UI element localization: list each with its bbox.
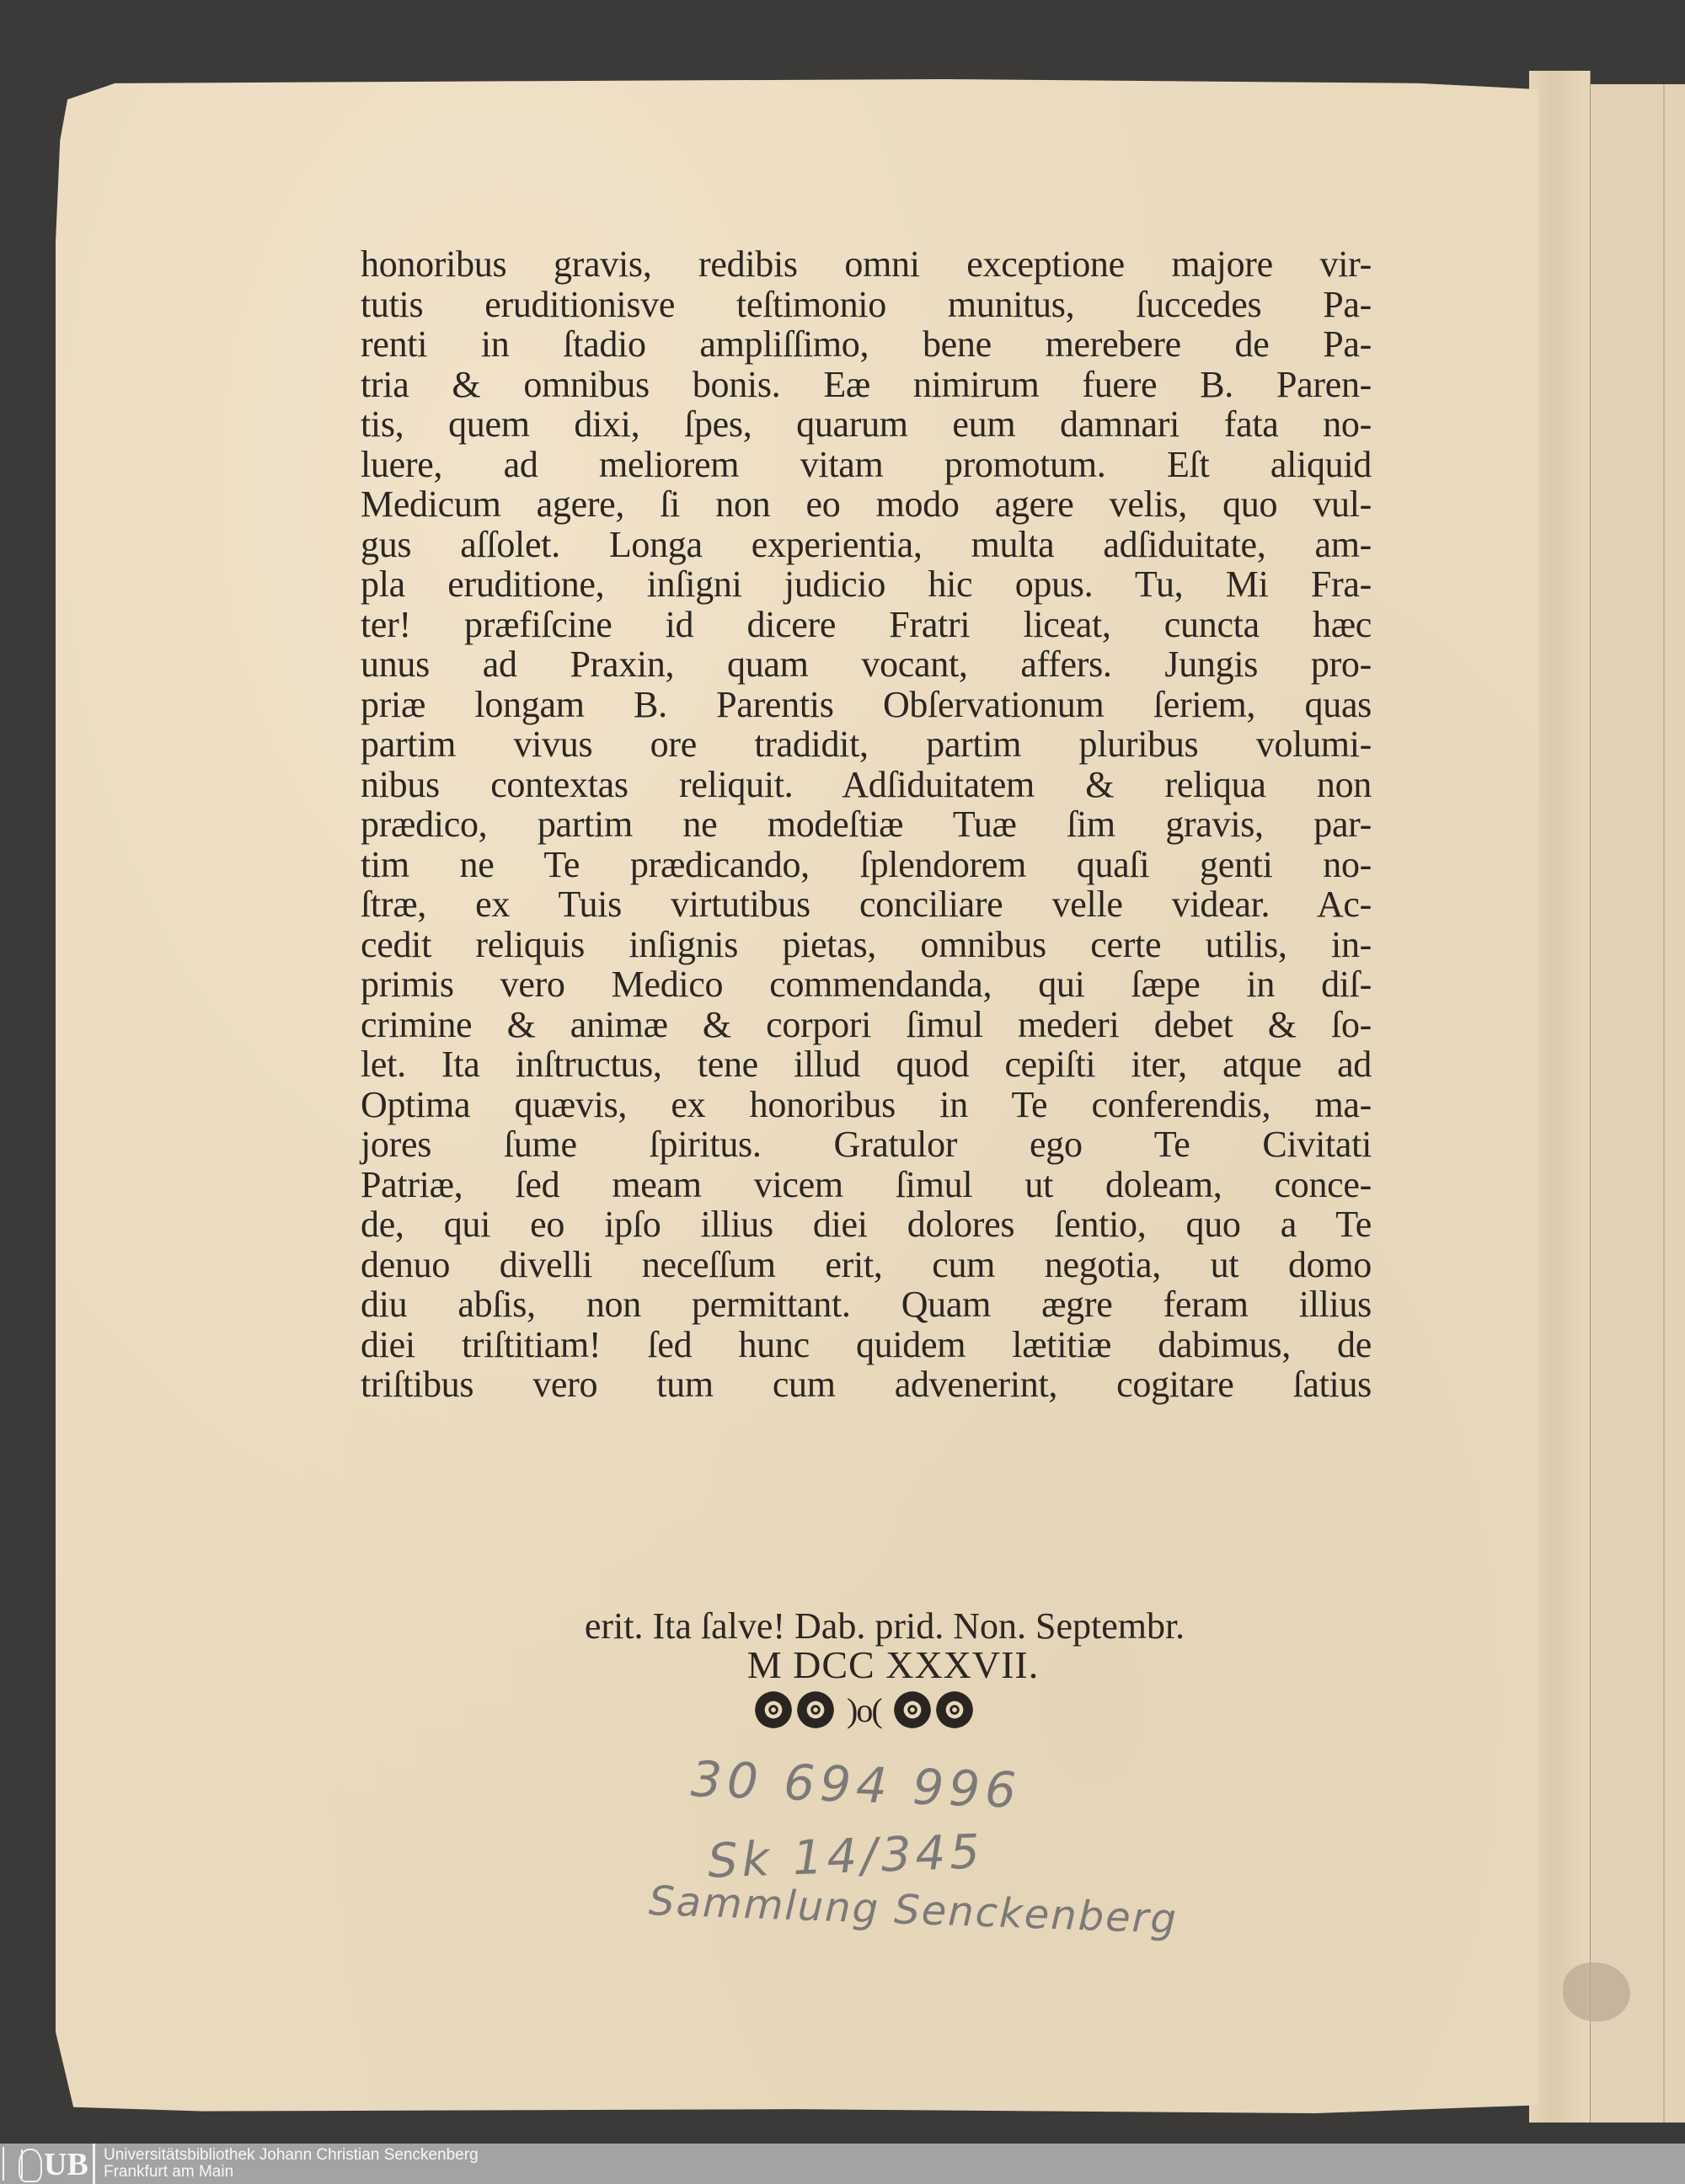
water-stain <box>1563 1962 1630 2021</box>
flower-ornament-icon <box>935 1690 974 1729</box>
ornament-center: )o( <box>847 1690 881 1729</box>
text-line: ſtræ, ex Tuis virtutibus conciliare velle videar. Ac- <box>361 884 1372 925</box>
text-line: crimine & animæ & corpori ſimul mederi debet & ſo- <box>361 1003 1372 1045</box>
text-line: Patriæ, ſed meam vicem ſimul ut doleam, conce- <box>361 1163 1372 1205</box>
year-line: M DCC XXXVII. <box>746 1643 1040 1686</box>
text-line: triſtibus vero tum cum advenerint, cogitare ſatius <box>361 1364 1372 1405</box>
text-line: cedit reliquis inſignis pietas, omnibus certe utilis, in- <box>361 923 1372 965</box>
shelf-number-annotation: 30 694 996 <box>689 1750 1023 1819</box>
fold-line <box>1663 84 1665 2123</box>
text-line: honoribus gravis, redibis omni exceptione majore vir- <box>361 243 1372 285</box>
text-line: tria & omnibus bonis. Eæ nimirum fuere B. Paren- <box>361 363 1372 405</box>
text-line: luere, ad meliorem vitam promotum. Eſt aliquid <box>361 443 1372 485</box>
logo-text: UB <box>44 2147 88 2182</box>
library-footer <box>0 2144 1685 2184</box>
closing-line: erit. Ita ſalve! Dab. prid. Non. Septembr. <box>584 1605 1185 1647</box>
text-line: pla eruditione, inſigni judicio hic opus. Tu, Mi Fra- <box>361 563 1372 605</box>
text-line: de, qui eo ipſo illius diei dolores ſentio, quo a Te <box>361 1204 1372 1245</box>
text-line: ter! præfiſcine id dicere Fratri liceat, cuncta hæc <box>361 603 1372 645</box>
printer-ornament <box>754 1689 974 1731</box>
text-line: prædico, partim ne modeſtiæ Tuæ ſim gravis, par- <box>361 804 1372 845</box>
library-location: Frankfurt am Main <box>104 2163 234 2181</box>
text-line: jores ſume ſpiritus. Gratulor ego Te Civitati <box>361 1124 1372 1165</box>
text-line: priæ longam B. Parentis Obſervationum ſeriem, quas <box>361 683 1372 725</box>
flower-ornament-icon <box>754 1690 793 1729</box>
flower-ornament-icon <box>796 1690 835 1729</box>
text-line: tim ne Te prædicando, ſplendorem quaſi genti no- <box>361 843 1372 885</box>
flower-ornament-icon <box>893 1690 932 1729</box>
text-line: diu abſis, non permittant. Quam ægre feram illius <box>361 1284 1372 1325</box>
text-line: let. Ita inſtructus, tene illud quod cepiſti iter, atque ad <box>361 1044 1372 1085</box>
text-line: tis, quem dixi, ſpes, quarum eum damnari fata no- <box>361 403 1372 445</box>
library-logo[interactable] <box>0 2144 95 2184</box>
text-line: nibus contextas reliquit. Adſiduitatem & reliqua non <box>361 763 1372 805</box>
text-line: Optima quævis, ex honoribus in Te conferendis, ma- <box>361 1083 1372 1125</box>
logo-portrait-icon <box>19 2149 42 2182</box>
signature-annotation: Sk 14/345 <box>706 1824 985 1889</box>
text-line: gus aſſolet. Longa experientia, multa adſiduitate, am- <box>361 523 1372 565</box>
text-line: partim vivus ore tradidit, partim pluribus volumi- <box>361 724 1372 765</box>
library-name: Universitätsbibliothek Johann Christian Senckenberg <box>104 2146 479 2164</box>
text-line: unus ad Praxin, quam vocant, affers. Jungis pro- <box>361 643 1372 685</box>
text-line: renti in ſtadio ampliſſimo, bene merebere de Pa- <box>361 323 1372 365</box>
text-line: diei triſtitiam! ſed hunc quidem lætitiæ dabimus, de <box>361 1323 1372 1365</box>
library-info <box>104 2147 479 2181</box>
text-line: Medicum agere, ſi non eo modo agere velis, quo vul- <box>361 483 1372 525</box>
back-sheet <box>1584 84 1685 2123</box>
collection-annotation: Sammlung Senckenberg <box>648 1877 1179 1943</box>
text-line: tutis eruditionisve teſtimonio munitus, ſuccedes Pa- <box>361 283 1372 325</box>
text-line: denuo divelli neceſſum erit, cum negotia, ut domo <box>361 1243 1372 1285</box>
body-text <box>361 244 1372 1405</box>
text-line: primis vero Medico commendanda, qui ſæpe in diſ- <box>361 964 1372 1005</box>
